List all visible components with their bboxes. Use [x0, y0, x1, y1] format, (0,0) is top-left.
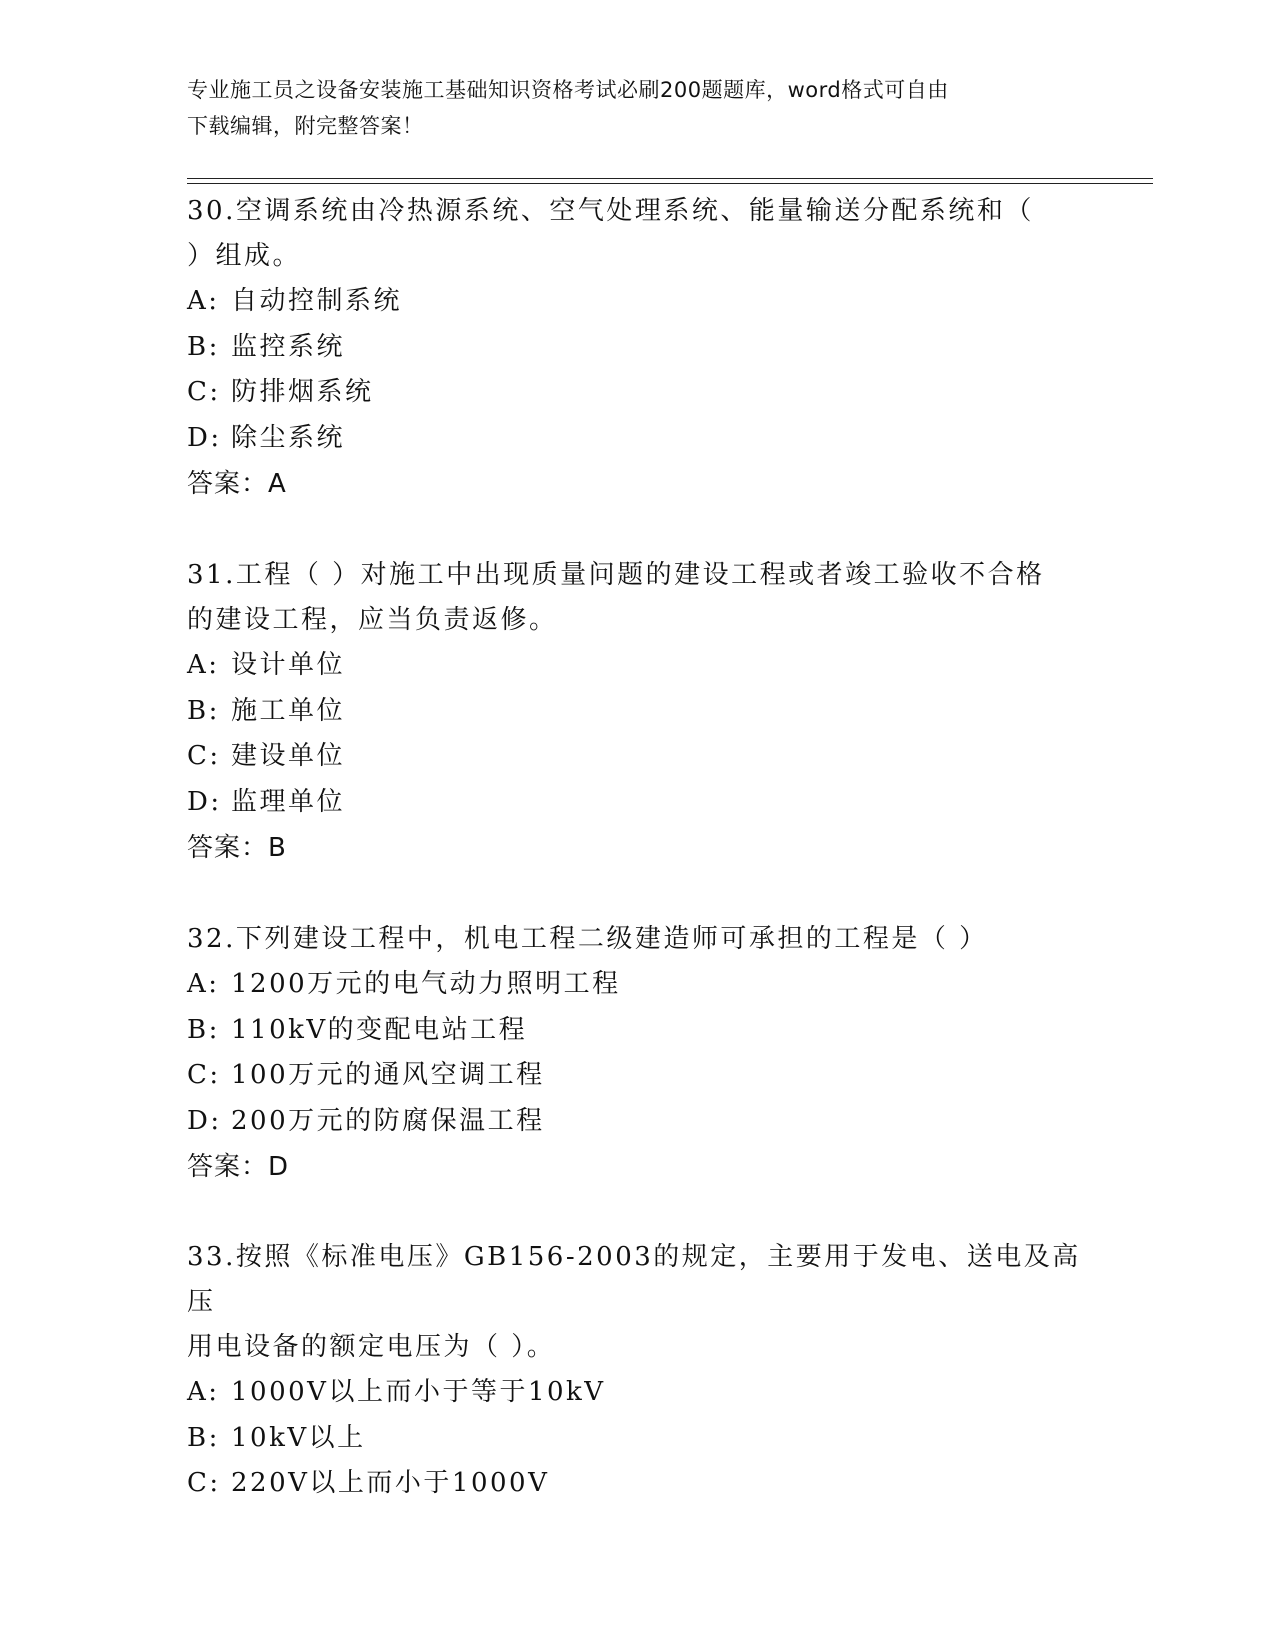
option-text: 110kV的变配电站工程: [231, 1014, 528, 1045]
option-d: [187, 780, 1087, 826]
header-line-1: 专业施工员之设备安装施工基础知识资格考试必刷200题题库，word格式可自由: [187, 78, 949, 102]
option-letter: A:: [187, 650, 220, 680]
option-text: 自动控制系统: [231, 286, 403, 316]
answer-line: 答案：D: [187, 1152, 290, 1182]
answer-line: 答案：B: [187, 833, 287, 863]
option-text: 220V以上而小于1000V: [231, 1468, 550, 1498]
answer-line: 答案：A: [187, 469, 287, 499]
question-stem-line-1: 31.工程（ ）对施工中出现质量问题的建设工程或者竣工验收不合格: [187, 560, 1045, 590]
option-letter: B:: [187, 331, 220, 362]
option-text: 监理单位: [231, 786, 346, 817]
option-letter: B:: [187, 1422, 220, 1453]
question-32: [187, 917, 1087, 1190]
question-stem-line-2: 的建设工程，应当负责返修。: [187, 605, 558, 635]
option-letter: C:: [187, 741, 221, 771]
question-stem-line-1: 30.空调系统由冷热源系统、空气处理系统、能量输送分配系统和（: [187, 196, 1034, 226]
option-c: [187, 370, 1087, 416]
option-letter: A:: [187, 1377, 220, 1407]
option-letter: A:: [187, 969, 220, 999]
option-text: 200万元的防腐保温工程: [231, 1105, 545, 1136]
option-b: [187, 1008, 1087, 1054]
option-c: [187, 1461, 1087, 1507]
option-letter: D:: [187, 422, 222, 453]
question-stem-line-2: 用电设备的额定电压为（ ）。: [187, 1332, 556, 1362]
option-letter: C:: [187, 1468, 221, 1498]
option-letter: B:: [187, 1014, 220, 1045]
question-33: [187, 1235, 1087, 1507]
question-stem-line-2: ）组成。: [187, 241, 302, 271]
option-letter: A:: [187, 286, 220, 316]
option-text: 10kV以上: [231, 1422, 366, 1453]
option-d: [187, 416, 1087, 462]
option-text: 建设单位: [231, 741, 346, 771]
option-letter: C:: [187, 377, 221, 407]
option-c: [187, 734, 1087, 780]
document-header: [187, 72, 1067, 144]
question-stem-line-1: 32.下列建设工程中，机电工程二级建造师可承担的工程是（ ）: [187, 924, 988, 954]
option-c: [187, 1053, 1087, 1099]
header-divider-bottom: [187, 183, 1153, 184]
option-text: 设计单位: [231, 650, 346, 680]
question-31: [187, 553, 1087, 871]
option-text: 除尘系统: [231, 422, 346, 453]
option-text: 1000V以上而小于等于10kV: [231, 1377, 606, 1407]
header-line-2: 下载编辑，附完整答案！: [187, 114, 424, 138]
option-b: [187, 325, 1087, 371]
option-letter: D:: [187, 786, 222, 817]
option-text: 施工单位: [231, 695, 346, 726]
question-30: [187, 189, 1087, 507]
option-a: [187, 1370, 1087, 1416]
option-b: [187, 689, 1087, 735]
header-divider-top: [187, 178, 1153, 179]
option-text: 监控系统: [231, 331, 346, 362]
option-letter: C:: [187, 1060, 221, 1090]
option-a: [187, 643, 1087, 689]
option-b: [187, 1416, 1087, 1462]
option-a: [187, 962, 1087, 1008]
option-letter: B:: [187, 695, 220, 726]
option-text: 100万元的通风空调工程: [231, 1060, 545, 1090]
question-stem-line-1: 33.按照《标准电压》GB156-2003的规定，主要用于发电、送电及高压: [187, 1242, 1081, 1317]
option-text: 防排烟系统: [231, 377, 374, 407]
option-a: [187, 279, 1087, 325]
option-letter: D:: [187, 1105, 222, 1136]
option-text: 1200万元的电气动力照明工程: [231, 969, 621, 999]
option-d: [187, 1099, 1087, 1145]
